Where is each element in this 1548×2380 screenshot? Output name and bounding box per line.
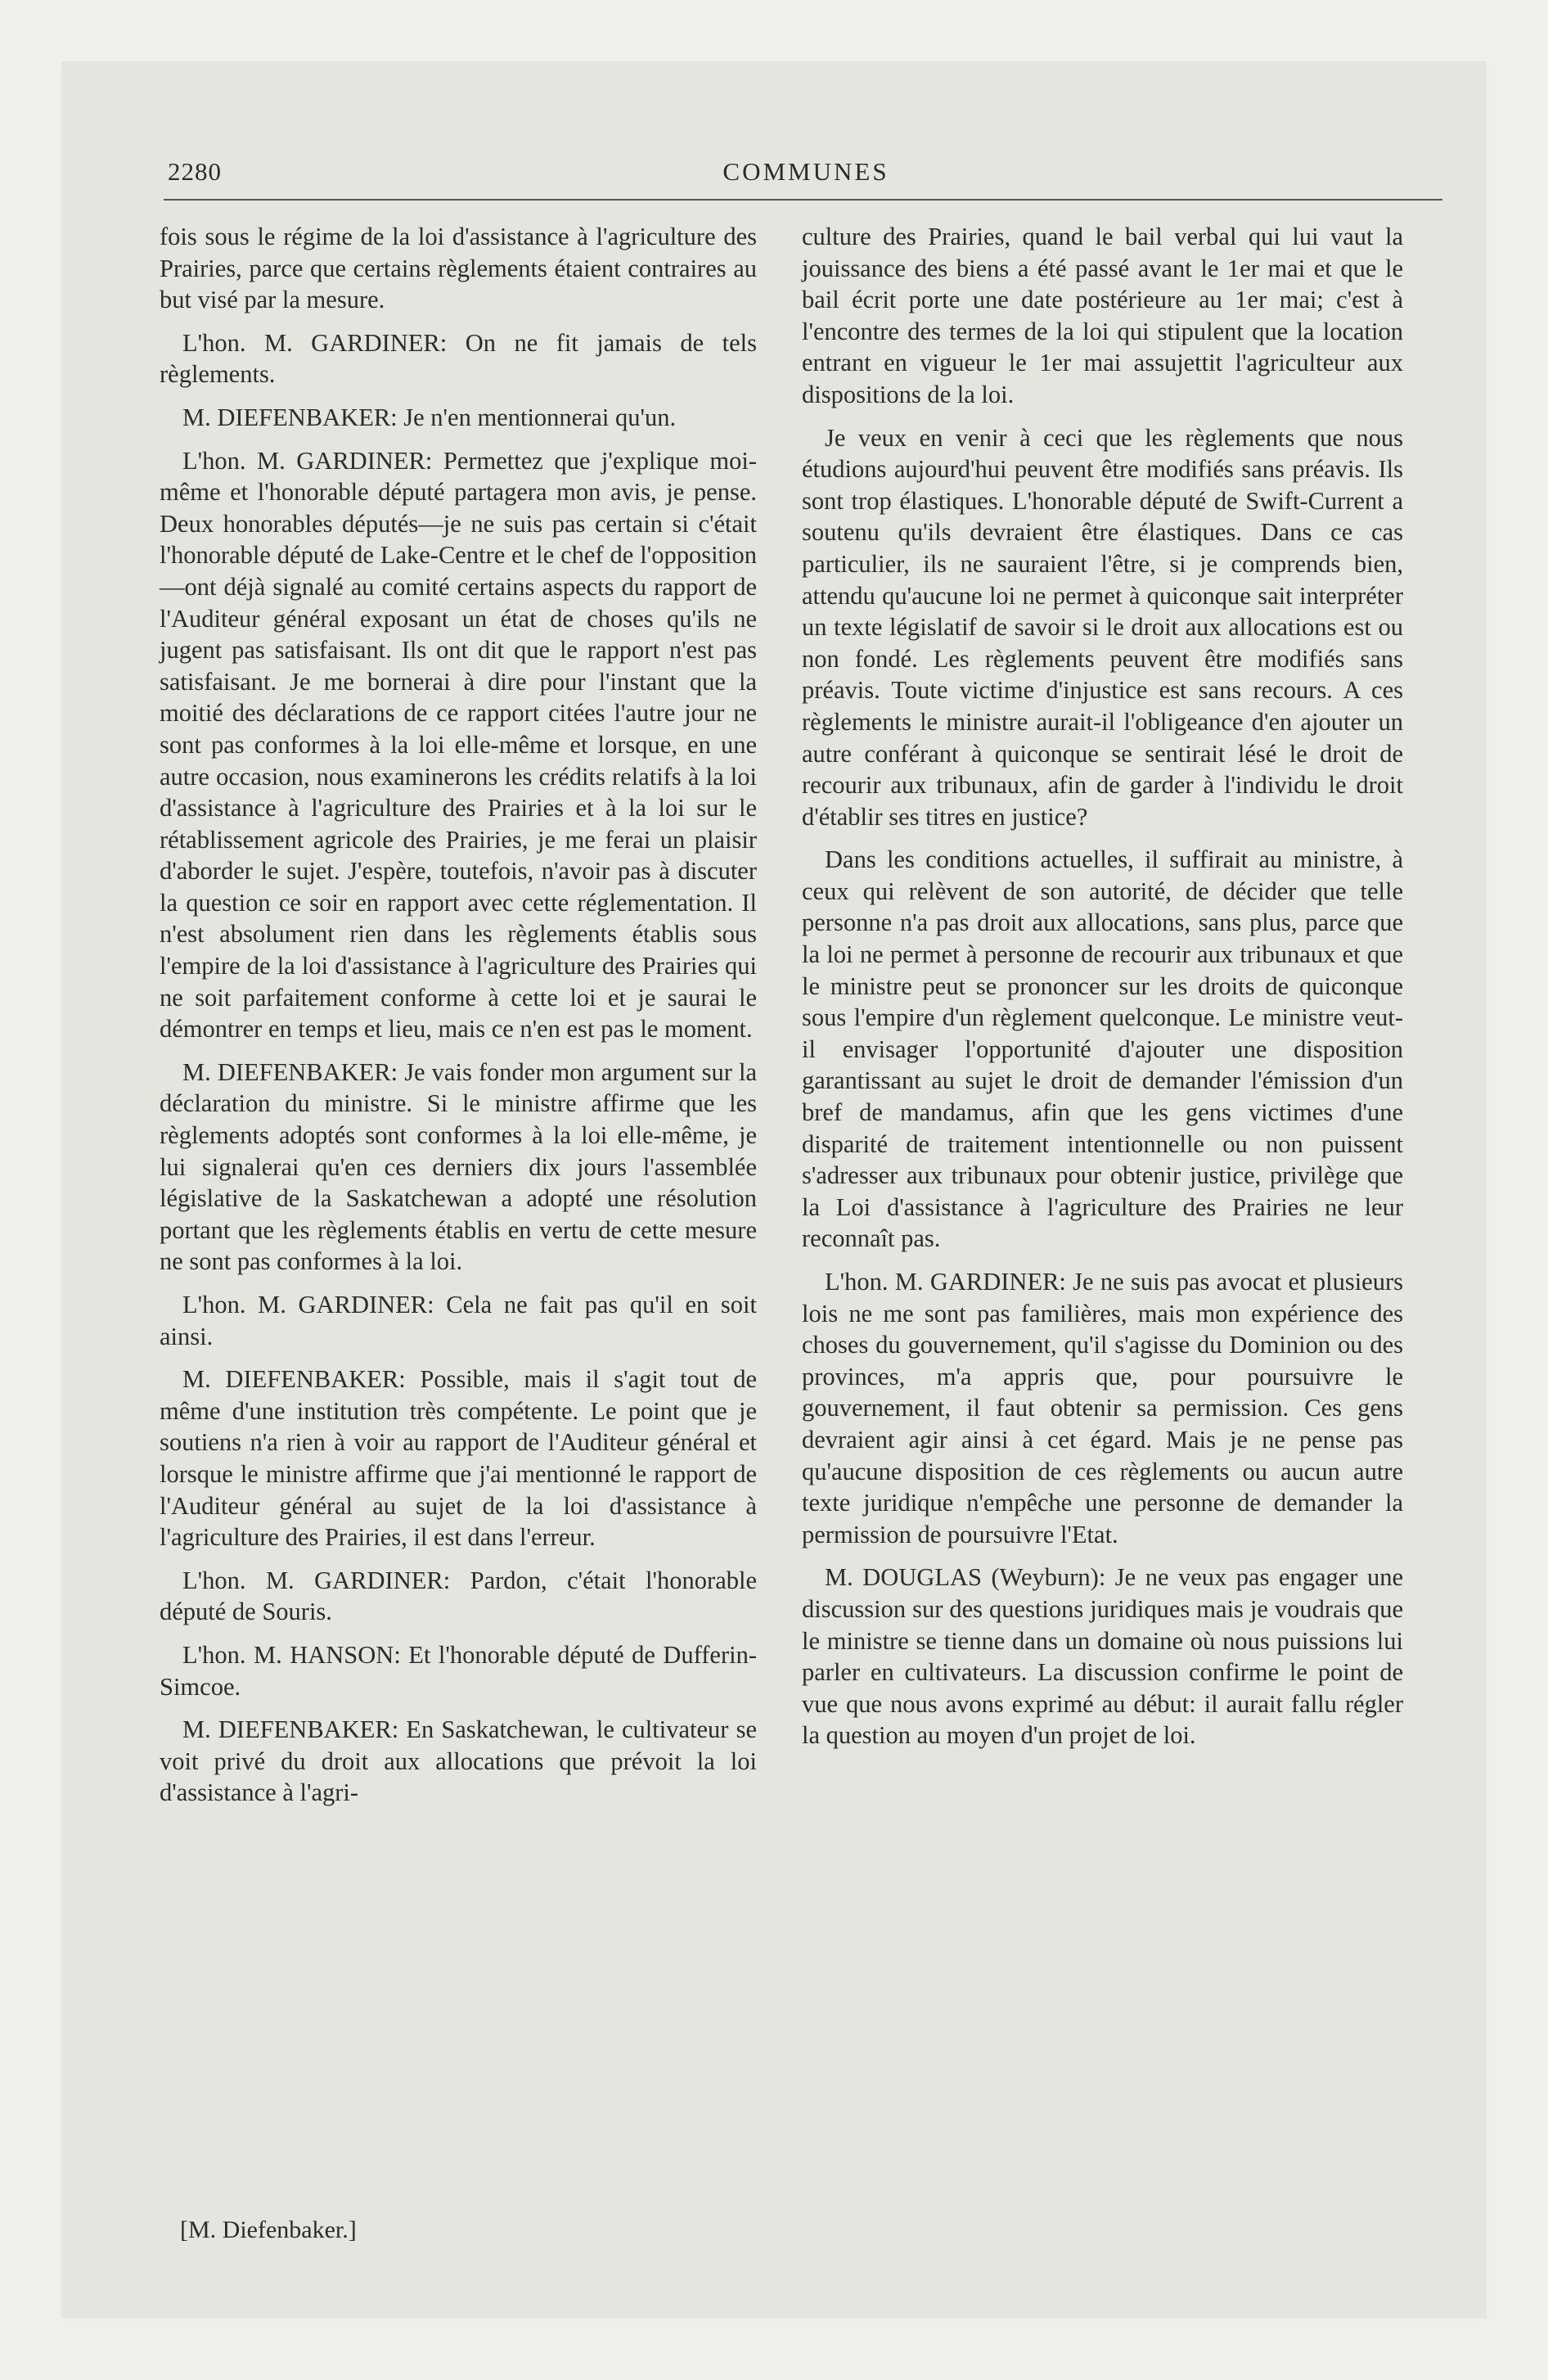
paragraph: M. DIEFENBAKER: En Saskatchewan, le cultivateur se voit privé du droit aux allocations que prévoit la loi d'assistance à l'agri-: [160, 1715, 757, 1807]
page-number: 2280: [168, 157, 222, 186]
paragraph: culture des Prairies, quand le bail verbal qui lui vaut la jouissance des biens a été passé avant le 1er mai et que le bail écrit porte une date postérieure au 1er mai; c'est à l'encontre des termes de la loi qui stipulent que la location entrant en vigueur le 1er mai assujettit l'agriculteur aux dispositions de la loi.: [802, 223, 1403, 408]
paragraph: L'hon. M. GARDINER: Permettez que j'explique moi-même et l'honorable député partagera mon avis, je pense. Deux honorables députés—je ne suis pas certain si c'était l'honorable député de Lake-Centre et le chef de l'opposition—ont déjà signalé au comité certains aspects du rapport de l'Auditeur général exposant un état de choses qu'ils ne jugent pas satisfaisant. Ils ont dit que le rapport n'est pas satisfaisant. Je me bornerai à dire pour l'instant que la moitié des déclarations de ce rapport citées l'autre jour ne sont pas conformes à la loi elle-même et lorsque, en une autre occasion, nous examinerons les crédits relatifs à la loi d'assistance à l'agriculture des Prairies et à la loi sur le rétablissement agricole des Prairies, je me ferai un plaisir d'aborder le sujet. J'espère, toutefois, n'avoir pas à discuter la question ce soir en rapport avec cette réglementation. Il n'est absolument rien dans les règlements établis sous l'empire de la loi d'assistance à l'agriculture des Prairies qui ne soit parfaitement conforme à cette loi et je saurai le démontrer en temps et lieu, mais ce n'en est pas le moment.: [160, 446, 757, 1044]
running-head: COMMUNES: [722, 157, 889, 186]
paragraph: M. DIEFENBAKER: Possible, mais il s'agit tout de même d'une institution très compétente. Le point que je soutiens n'a rien à voir au rapport de l'Auditeur général et lorsque le ministre affirme que j'ai mentionné le rapport de l'Auditeur général au sujet de la loi d'assistance à l'agriculture des Prairies, il est dans l'erreur.: [160, 1365, 757, 1552]
paragraph: fois sous le régime de la loi d'assistance à l'agriculture des Prairies, parce que certains règlements étaient contraires au but visé par la mesure.: [160, 223, 757, 314]
left-column: [160, 221, 757, 1820]
header-rule: [164, 199, 1442, 201]
paragraph: M. DIEFENBAKER: Je n'en mentionnerai qu'un.: [182, 403, 677, 431]
paragraph: L'hon. M. GARDINER: On ne fit jamais de tels règlements.: [160, 328, 757, 389]
paragraph: L'hon. M. HANSON: Et l'honorable député de Dufferin-Simcoe.: [160, 1640, 757, 1701]
right-column: [802, 221, 1403, 1763]
paragraph: L'hon. M. GARDINER: Je ne suis pas avocat et plusieurs lois ne me sont pas familières, mais mon expérience des choses du gouvernement, qu'il s'agisse du Dominion ou des provinces, m'a appris que, pour poursuivre le gouvernement, il faut obtenir sa permission. Ces gens devraient agir ainsi à cet égard. Mais je ne pense pas qu'aucune disposition de ces règlements ou aucun autre texte juridique n'empêche une personne de demander la permission de poursuivre l'Etat.: [802, 1268, 1403, 1548]
page-header: [168, 157, 1444, 190]
paragraph: L'hon. M. GARDINER: Pardon, c'était l'honorable député de Souris.: [160, 1566, 757, 1626]
paragraph: M. DOUGLAS (Weyburn): Je ne veux pas engager une discussion sur des questions juridiques mais je voudrais que le ministre se tienne dans un domaine où nous puissions lui parler en cultivateurs. La discussion confirme le point de vue que nous avons exprimé au début: il aurait fallu régler la question au moyen d'un projet de loi.: [802, 1563, 1403, 1750]
paragraph: M. DIEFENBAKER: Je vais fonder mon argument sur la déclaration du ministre. Si le ministre affirme que les règlements adoptés sont conformes à la loi elle-même, je lui signalerai qu'en ces derniers dix jours l'assemblée législative de la Saskatchewan a adopté une résolution portant que les règlements établis en vertu de cette mesure ne sont pas conformes à la loi.: [160, 1057, 757, 1276]
speaker-signature: [M. Diefenbaker.]: [180, 2216, 357, 2243]
paragraph: Dans les conditions actuelles, il suffirait au ministre, à ceux qui relèvent de son autorité, de décider que telle personne n'a pas droit aux allocations, sans plus, parce que la loi ne permet à personne de recourir aux tribunaux et que le ministre peut se prononcer sur les droits de quiconque sous l'empire d'un règlement quelconque. Le ministre veut-il envisager l'opportunité d'ajouter une disposition garantissant au sujet le droit de demander l'émission d'un bref de mandamus, afin que les gens victimes d'une disparité de traitement intentionnelle ou non puissent s'adresser aux tribunaux pour obtenir justice, privilège que la Loi d'assistance à l'agriculture des Prairies ne leur reconnaît pas.: [802, 845, 1403, 1253]
paragraph: L'hon. M. GARDINER: Cela ne fait pas qu'il en soit ainsi.: [160, 1291, 757, 1350]
paragraph: Je veux en venir à ceci que les règlements que nous étudions aujourd'hui peuvent être modifiés sans préavis. Ils sont trop élastiques. L'honorable député de Swift-Current a soutenu qu'ils devraient être élastiques. Dans ce cas particulier, ils ne sauraient l'être, si je comprends bien, attendu qu'aucune loi ne permet à quiconque sait interpréter un texte législatif de savoir si le droit aux allocations est ou non fondé. Les règlements peuvent être modifiés sans préavis. Toute victime d'injustice est sans recours. A ces règlements le ministre aurait-il l'obligeance d'en ajouter un autre conférant à quiconque se sentirait lésé le droit de recourir aux tribunaux, afin de garder à l'individu le droit d'établir ses titres en justice?: [802, 423, 1403, 831]
